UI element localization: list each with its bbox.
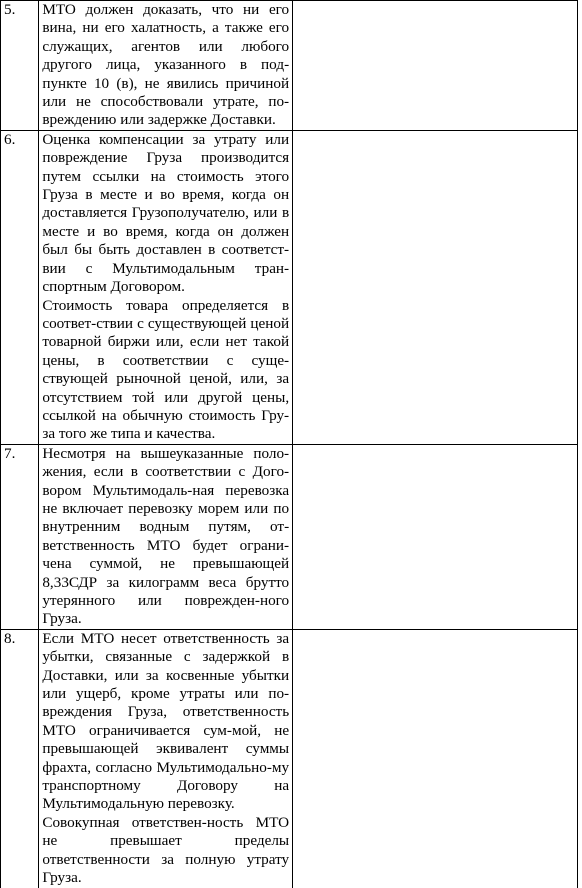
clause-number: 8. <box>1 629 39 887</box>
empty-cell <box>293 444 578 629</box>
clause-number: 7. <box>1 444 39 629</box>
clause-paragraph: Оценка компенсации за утрату или повреждение Груза производится путем ссылки на стоимость этого Груза в месте и во время, когда он доставляется Грузополучателю, или в месте и во время, когда он должен был бы быть доставлен в соответст-вии с Мультимодальным тран-спортным Договором. <box>42 130 290 296</box>
clause-text <box>39 1 293 131</box>
clause-text <box>39 629 293 887</box>
empty-cell <box>293 1 578 131</box>
clause-number: 6. <box>1 130 39 444</box>
clause-text <box>39 444 293 629</box>
table-row <box>1 629 578 887</box>
table-row <box>1 1 578 131</box>
clause-paragraph: МТО должен доказать, что ни его вина, ни его халатность, а также его служащих, агентов или любого другого лица, указанного в под-пункте 10 (в), не явились причиной или не способствовали утрате, по-вреждению или задержке Доставки. <box>42 1 290 129</box>
clause-paragraph: Стоимость товара определяется в соответ-ствии с существующей ценой товарной биржи или, если нет такой цены, в соответствии с суще-ствующей рыночной ценой, или, за отсутствием той или другой цены, ссылкой на обычную стоимость Гру-за того же типа и качества. <box>42 296 290 443</box>
empty-cell <box>293 629 578 887</box>
clause-text <box>39 130 293 444</box>
clause-paragraph: Если МТО несет ответственность за убытки, связанные с задержкой в Доставки, или за косвенные убытки или ущерб, кроме утраты или по-вреждения Груза, ответственность МТО ограничивается сум-мой, не превышающей эквивалент суммы фрахта, согласно Мультимодально-му транспортному Договору на Мультимодальную перевозку. <box>42 629 290 813</box>
table-row <box>1 130 578 444</box>
clause-paragraph: Совокупная ответствен-ность МТО не превышает пределы ответственности за полную утрату Груза. <box>42 813 290 887</box>
clause-number: 5. <box>1 1 39 131</box>
empty-cell <box>293 130 578 444</box>
table-row <box>1 444 578 629</box>
clause-paragraph: Несмотря на вышеуказанные поло-жения, если в соответствии с Дого-вором Мультимодаль-ная перевозка не включает перевозку морем или по внутренним водным путям, от-ветственность МТО будет ограни-чена суммой, не превышающей 8,33СДР за килограмм веса брутто утерянного или поврежден-ного Груза. <box>42 444 290 628</box>
